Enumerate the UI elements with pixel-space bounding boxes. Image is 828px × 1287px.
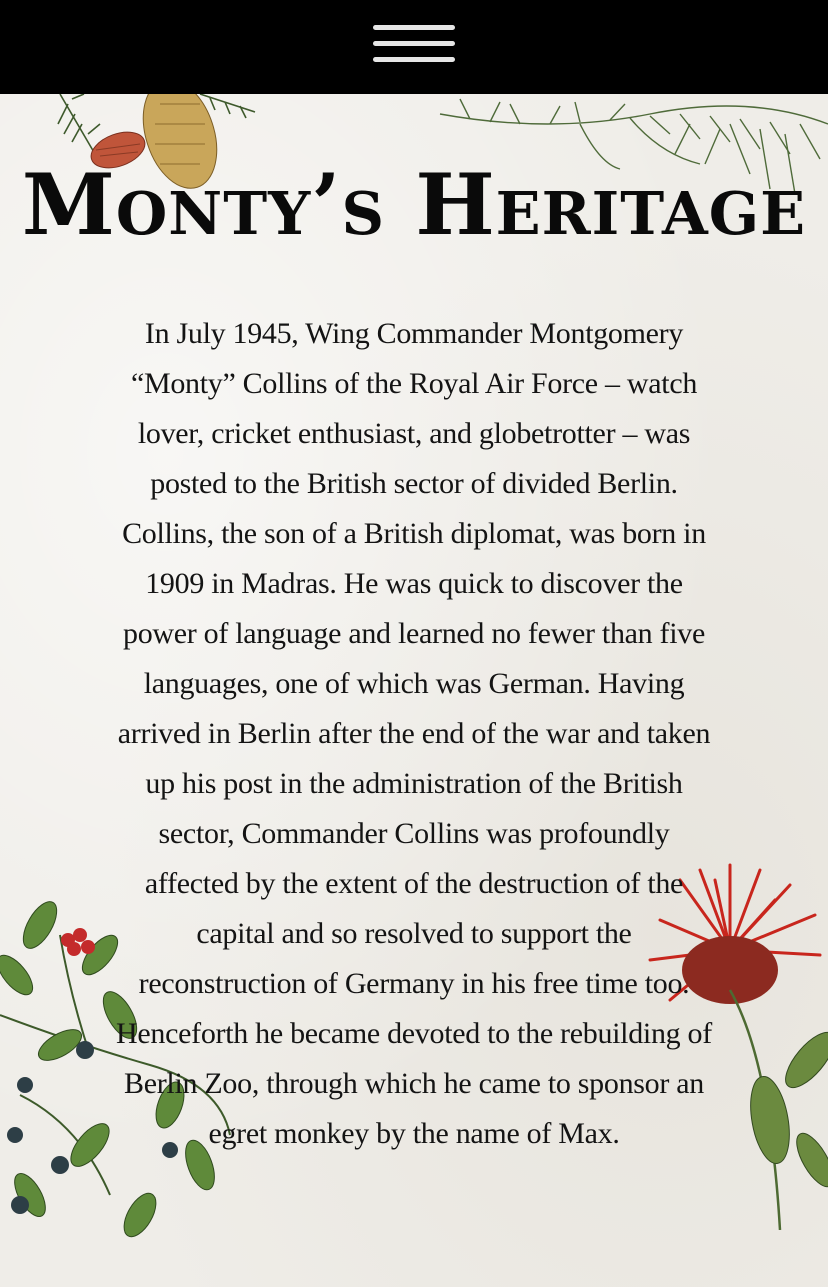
- heritage-story-paragraph: In July 1945, Wing Commander Montgomery “Monty” Collins of the Royal Air Force – watch lover, cricket enthusiast, and globetrotter – was posted to the British sector of divided Berlin. Collins, the son of a British diplomat, was born in 1909 in Madras. He was quick to discover the power of language and learned no fewer than five languages, one of which was German. Having arrived in Berlin after the end of the war and taken up his post in the administration of the British sector, Commander Collins was profoundly affected by the extent of the destruction of the capital and so resolved to support the reconstruction of Germany in his free time too. Henceforth he became devoted to the rebuilding of Berlin Zoo, through which he came to sponsor an egret monkey by the name of Max.: [116, 317, 712, 1150]
- page-title: Monty’s Heritage: [21, 155, 807, 254]
- menu-bar-line: [373, 41, 455, 46]
- menu-bar-line: [373, 57, 455, 62]
- hamburger-menu-icon[interactable]: [373, 25, 455, 65]
- menu-bar-line: [373, 25, 455, 30]
- top-navigation-bar: [0, 0, 828, 94]
